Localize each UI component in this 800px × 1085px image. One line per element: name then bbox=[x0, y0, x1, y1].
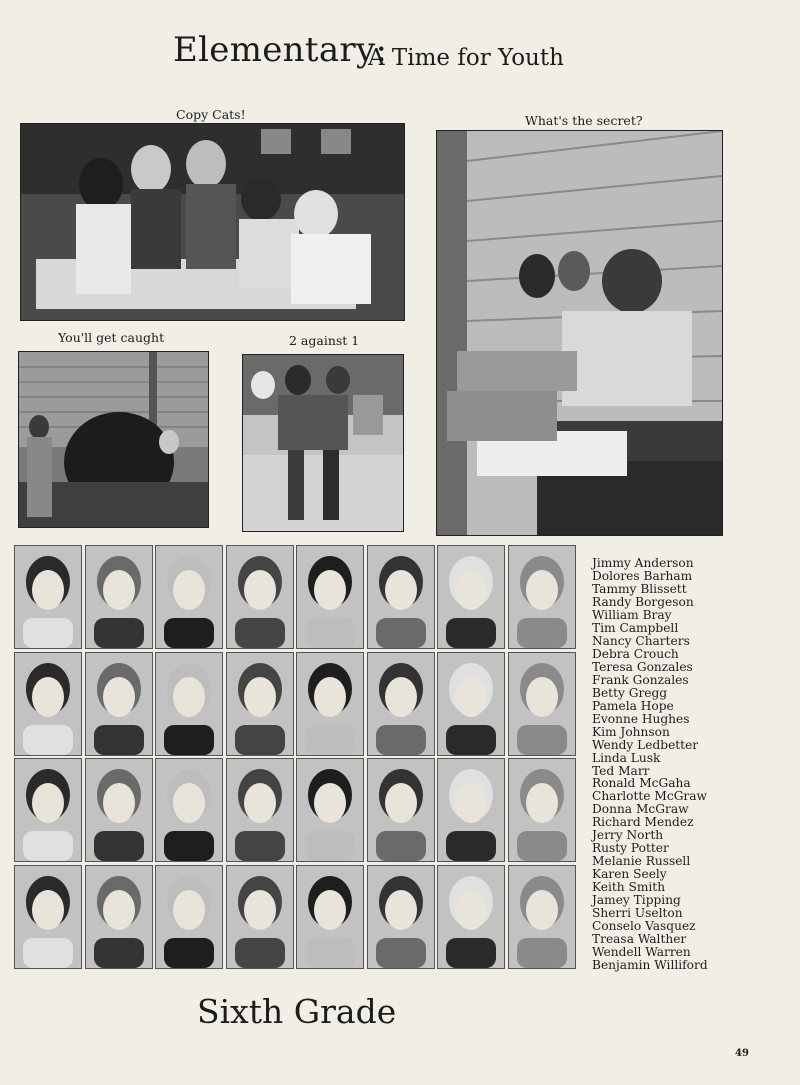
student-portrait bbox=[226, 652, 294, 756]
student-portrait bbox=[155, 865, 223, 969]
student-name: William Bray bbox=[592, 607, 672, 622]
student-name: Jimmy Anderson bbox=[592, 556, 694, 570]
student-portrait bbox=[437, 758, 505, 862]
student-portrait bbox=[437, 865, 505, 969]
student-name: Betty Gregg bbox=[592, 685, 668, 700]
student-name: Teresa Gonzales bbox=[592, 659, 693, 674]
student-name: Nancy Charters bbox=[592, 633, 690, 648]
student-name: Dolores Barham bbox=[592, 568, 693, 583]
student-portrait bbox=[14, 652, 82, 756]
page-number: 49 bbox=[735, 1048, 749, 1059]
student-name: Conselo Vasquez bbox=[592, 919, 696, 934]
student-portrait bbox=[226, 865, 294, 969]
student-portrait bbox=[367, 865, 435, 969]
student-name: Benjamin Williford bbox=[592, 958, 708, 973]
student-portrait bbox=[367, 758, 435, 862]
student-name: Frank Gonzales bbox=[592, 672, 689, 687]
student-portrait bbox=[226, 758, 294, 862]
page-title: Elementary: bbox=[173, 30, 388, 70]
student-name: Keith Smith bbox=[592, 880, 666, 895]
student-name: Rusty Potter bbox=[592, 841, 669, 856]
photo-caption-whats-the-secret: What's the secret? bbox=[525, 113, 643, 128]
student-name: Sherri Uselton bbox=[592, 906, 683, 921]
student-name: Wendy Ledbetter bbox=[592, 737, 699, 752]
student-portrait bbox=[437, 545, 505, 649]
student-name: Jerry North bbox=[592, 828, 664, 843]
photo-youll-get-caught bbox=[18, 351, 209, 528]
student-portrait bbox=[155, 545, 223, 649]
student-portrait bbox=[85, 652, 153, 756]
student-name: Jamey Tipping bbox=[592, 893, 681, 908]
student-name: Tammy Blissett bbox=[592, 581, 687, 596]
photo-caption-copy-cats: Copy Cats! bbox=[176, 107, 246, 122]
student-name: Pamela Hope bbox=[592, 698, 674, 713]
student-portrait bbox=[155, 758, 223, 862]
student-name: Melanie Russell bbox=[592, 854, 691, 869]
student-name: Charlotte McGraw bbox=[592, 789, 707, 804]
student-portrait bbox=[437, 652, 505, 756]
student-name: Debra Crouch bbox=[592, 646, 679, 661]
student-portrait bbox=[155, 652, 223, 756]
photo-two-against-one bbox=[242, 354, 404, 532]
student-portrait bbox=[296, 865, 364, 969]
student-names-list bbox=[592, 557, 708, 972]
student-portrait bbox=[508, 652, 576, 756]
student-name: Kim Johnson bbox=[592, 724, 670, 739]
student-name: Tim Campbell bbox=[592, 620, 679, 635]
photo-copy-cats bbox=[20, 123, 405, 321]
student-name: Karen Seely bbox=[592, 867, 667, 882]
student-portrait bbox=[508, 865, 576, 969]
student-portrait bbox=[508, 545, 576, 649]
student-name: Evonne Hughes bbox=[592, 711, 690, 726]
photo-caption-youll-get-caught: You'll get caught bbox=[58, 330, 165, 345]
student-portrait bbox=[508, 758, 576, 862]
student-portrait bbox=[226, 545, 294, 649]
student-name: Ronald McGaha bbox=[592, 776, 691, 791]
student-portrait bbox=[296, 545, 364, 649]
student-portrait bbox=[296, 652, 364, 756]
student-name: Wendell Warren bbox=[592, 945, 691, 960]
student-name: Richard Mendez bbox=[592, 815, 694, 830]
student-portrait bbox=[85, 865, 153, 969]
photo-whats-the-secret bbox=[436, 130, 723, 536]
student-name: Ted Marr bbox=[592, 763, 650, 778]
student-portrait bbox=[85, 758, 153, 862]
student-name: Treasa Walther bbox=[592, 932, 687, 947]
student-name: Donna McGraw bbox=[592, 802, 689, 817]
student-portrait bbox=[367, 652, 435, 756]
student-portrait bbox=[14, 545, 82, 649]
student-portrait bbox=[14, 758, 82, 862]
page-subtitle: A Time for Youth bbox=[368, 45, 564, 71]
student-portrait bbox=[14, 865, 82, 969]
student-portrait bbox=[296, 758, 364, 862]
student-name: Randy Borgeson bbox=[592, 594, 694, 609]
student-portrait bbox=[85, 545, 153, 649]
portrait-grid bbox=[14, 545, 574, 970]
student-name: Linda Lusk bbox=[592, 750, 661, 765]
grade-heading: Sixth Grade bbox=[197, 992, 397, 1031]
photo-caption-two-against-one: 2 against 1 bbox=[289, 333, 360, 348]
student-portrait bbox=[367, 545, 435, 649]
